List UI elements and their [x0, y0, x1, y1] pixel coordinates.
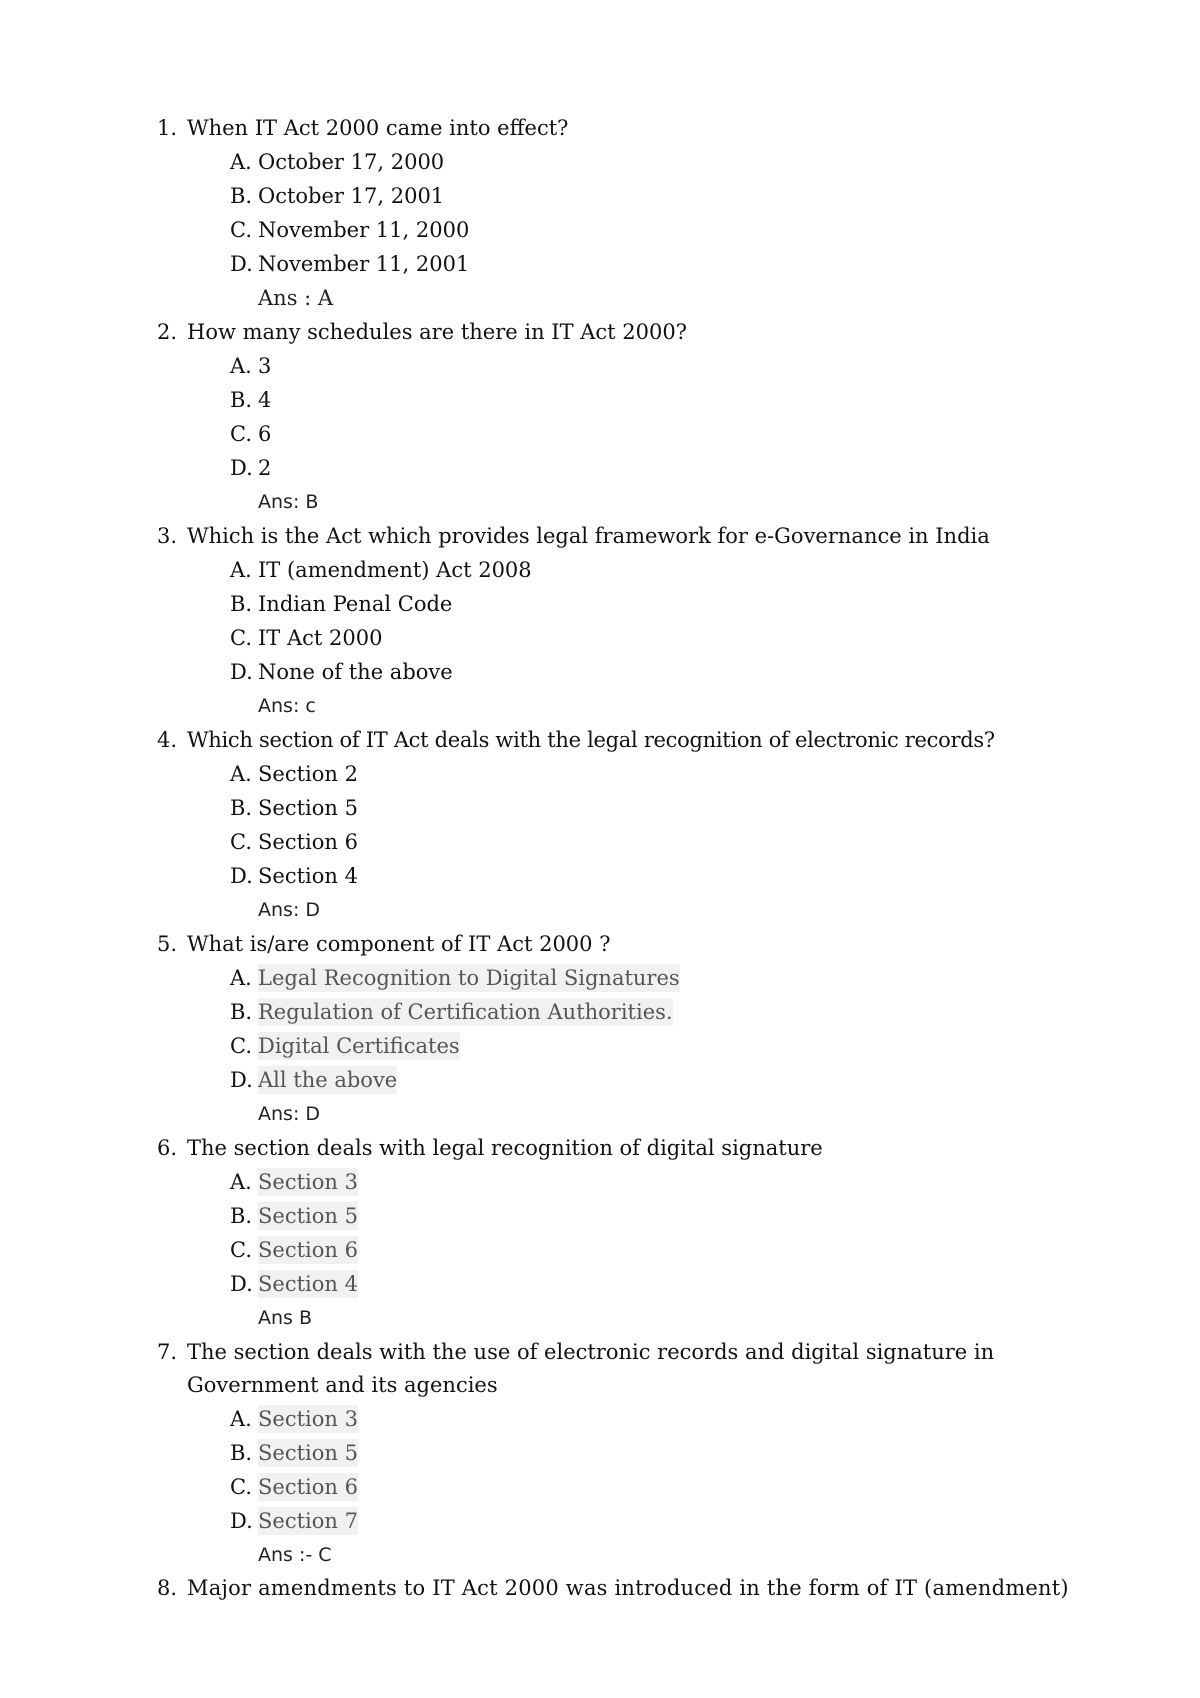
- option-text: Section 6: [258, 1475, 358, 1499]
- option-text: Section 7: [258, 1509, 358, 1533]
- question-text: Which is the Act which provides legal framework for e-Governance in India: [187, 524, 990, 548]
- option-letter: B.: [230, 592, 253, 616]
- question-number: 7.: [157, 1340, 178, 1364]
- option-letter: B.: [230, 1000, 253, 1024]
- option-letter: D.: [230, 864, 253, 888]
- option-text: Indian Penal Code: [258, 592, 453, 616]
- option-text: Section 6: [258, 830, 358, 854]
- option-letter: C.: [230, 1034, 252, 1058]
- option-text: Legal Recognition to Digital Signatures: [258, 966, 680, 990]
- option-text: Section 5: [258, 796, 358, 820]
- option-text: 4: [258, 388, 272, 412]
- answer-text: Ans :- C: [258, 1544, 332, 1566]
- option-text: Section 2: [258, 762, 358, 786]
- question-number: 2.: [157, 320, 178, 344]
- question-number: 6.: [157, 1136, 178, 1160]
- option-text: Section 4: [258, 864, 358, 888]
- option-text: 3: [258, 354, 272, 378]
- option-letter: C.: [230, 830, 252, 854]
- question-text: How many schedules are there in IT Act 2000?: [187, 320, 687, 344]
- option-text: Section 6: [258, 1238, 358, 1262]
- option-letter: A.: [230, 150, 252, 174]
- question-text-line-1: The section deals with the use of electronic records and digital signature in: [187, 1340, 995, 1364]
- option-letter: B.: [230, 1204, 253, 1228]
- option-letter: B.: [230, 1441, 253, 1465]
- answer-text: Ans: c: [258, 695, 316, 717]
- option-text: Regulation of Certification Authorities.: [258, 1000, 673, 1024]
- option-text: Section 4: [258, 1272, 358, 1296]
- option-letter: B.: [230, 796, 253, 820]
- option-letter: D.: [230, 660, 253, 684]
- option-text: Digital Certificates: [258, 1034, 460, 1058]
- answer-text: Ans : A: [258, 286, 334, 310]
- question-text-line-2: Government and its agencies: [187, 1373, 498, 1397]
- answer-text: Ans: B: [258, 491, 319, 513]
- answer-text: Ans: D: [258, 899, 321, 921]
- option-text: Section 5: [258, 1204, 358, 1228]
- option-text: IT Act 2000: [258, 626, 383, 650]
- option-letter: A.: [230, 762, 252, 786]
- option-letter: C.: [230, 1475, 252, 1499]
- option-letter: D.: [230, 1509, 253, 1533]
- question-number: 5.: [157, 932, 178, 956]
- option-letter: A.: [230, 558, 252, 582]
- option-text: None of the above: [258, 660, 453, 684]
- option-text: Section 3: [258, 1407, 358, 1431]
- option-letter: A.: [230, 1170, 252, 1194]
- option-letter: B.: [230, 184, 253, 208]
- question-text: When IT Act 2000 came into effect?: [187, 116, 569, 140]
- question-number: 8.: [157, 1576, 178, 1600]
- option-letter: C.: [230, 218, 252, 242]
- option-text: October 17, 2001: [258, 184, 445, 208]
- question-text: The section deals with legal recognition of digital signature: [187, 1136, 823, 1160]
- question-text: Which section of IT Act deals with the legal recognition of electronic records?: [187, 728, 995, 752]
- option-text: IT (amendment) Act 2008: [258, 558, 532, 582]
- option-letter: D.: [230, 252, 253, 276]
- option-text: 2: [258, 456, 272, 480]
- question-text: What is/are component of IT Act 2000 ?: [187, 932, 611, 956]
- option-letter: A.: [230, 966, 252, 990]
- option-text: October 17, 2000: [258, 150, 445, 174]
- option-text: Section 5: [258, 1441, 358, 1465]
- option-letter: D.: [230, 456, 253, 480]
- question-number: 4.: [157, 728, 178, 752]
- option-letter: B.: [230, 388, 253, 412]
- option-letter: C.: [230, 1238, 252, 1262]
- option-text: 6: [258, 422, 272, 446]
- answer-text: Ans: D: [258, 1103, 321, 1125]
- question-number: 1.: [157, 116, 178, 140]
- answer-text: Ans B: [258, 1307, 313, 1329]
- option-letter: D.: [230, 1272, 253, 1296]
- option-text: November 11, 2000: [258, 218, 470, 242]
- option-letter: C.: [230, 422, 252, 446]
- option-letter: D.: [230, 1068, 253, 1092]
- question-text: Major amendments to IT Act 2000 was introduced in the form of IT (amendment): [187, 1576, 1069, 1600]
- question-number: 3.: [157, 524, 178, 548]
- option-letter: A.: [230, 354, 252, 378]
- option-letter: A.: [230, 1407, 252, 1431]
- option-text: Section 3: [258, 1170, 358, 1194]
- option-text: November 11, 2001: [258, 252, 470, 276]
- option-letter: C.: [230, 626, 252, 650]
- option-text: All the above: [258, 1068, 398, 1092]
